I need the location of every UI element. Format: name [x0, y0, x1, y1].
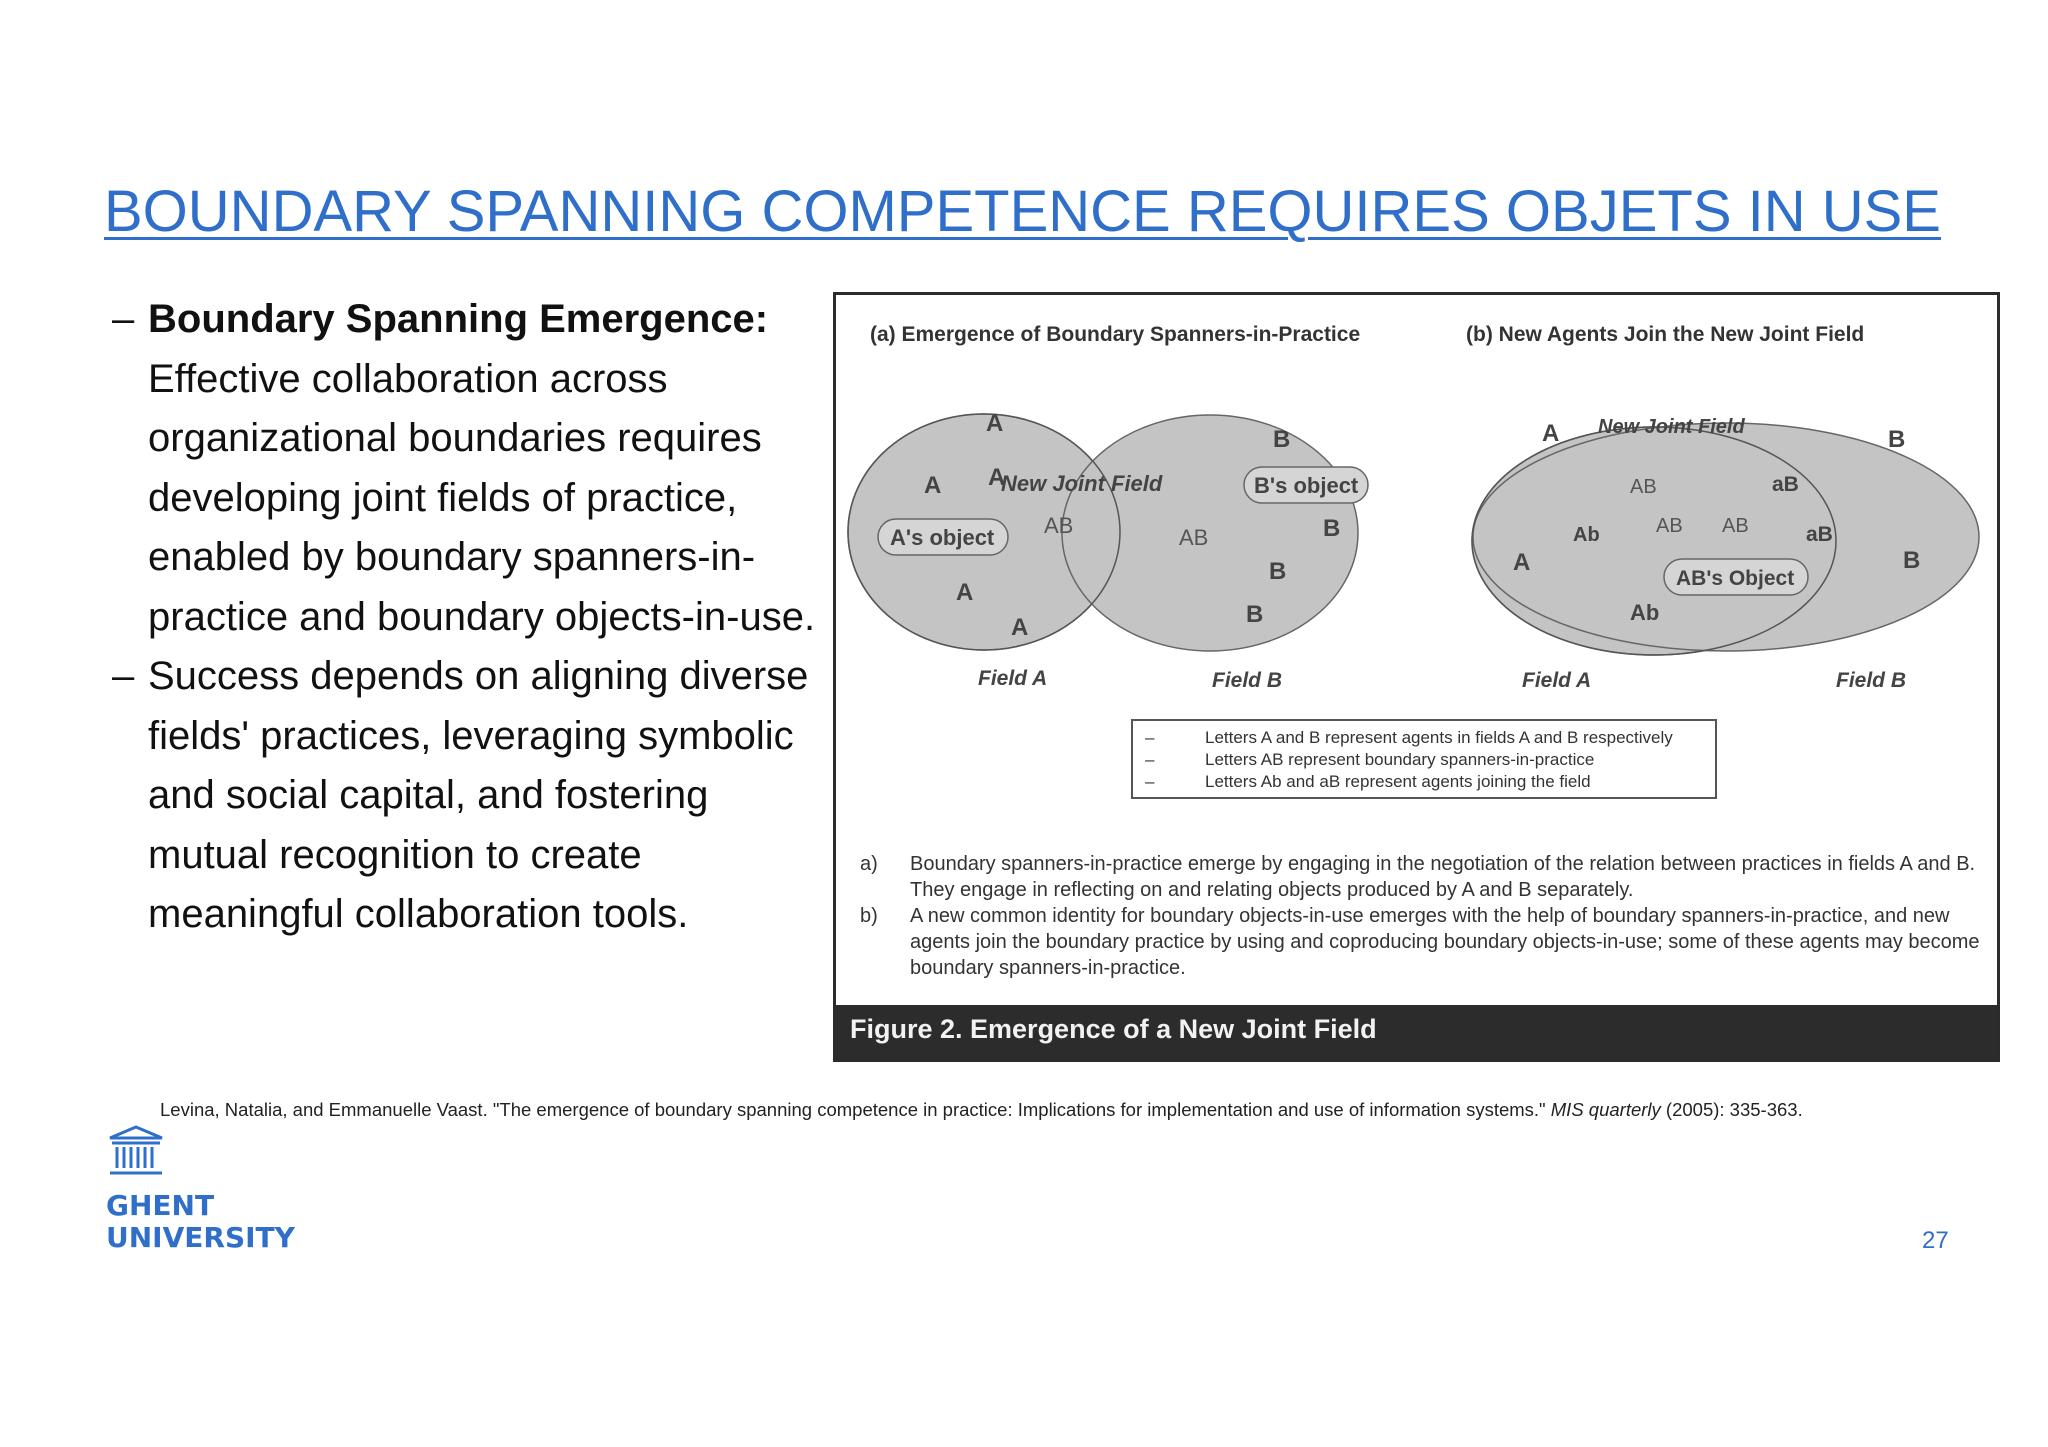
agent-ab: AB: [1179, 525, 1209, 550]
agent-ab-new: aB: [1806, 523, 1833, 546]
logo-line: UNIVERSITY: [106, 1221, 295, 1254]
legend-item: [1145, 727, 1715, 749]
legend-text: Letters AB represent boundary spanners-in-practice: [1205, 750, 1595, 769]
agent-a: A: [1513, 549, 1531, 576]
legend-dash: –: [1145, 728, 1155, 747]
agent-ab: AB: [1630, 476, 1657, 498]
slide-title: BOUNDARY SPANNING COMPETENCE REQUIRES OBJETS IN USE: [104, 179, 1941, 244]
legend-item: [1145, 771, 1715, 793]
agent-b: B: [1888, 426, 1906, 453]
agent-b: B: [1273, 426, 1291, 453]
bullet-text: Effective collaboration across organizational boundaries requires developing joint fields of practice, enabled by boundary spanners-in-practice and boundary objects-in-use.: [148, 356, 816, 639]
agent-ab-new: aB: [1772, 473, 1799, 496]
note-key: b): [860, 905, 878, 927]
field-b-label: Field B: [1212, 669, 1283, 692]
legend-dash: –: [1145, 750, 1155, 769]
figure-caption-bar: [836, 1005, 1997, 1059]
citation-text: Levina, Natalia, and Emmanuelle Vaast. "The emergence of boundary spanning competence in practice: Implications for implementation and use of information systems.": [160, 1099, 1551, 1120]
citation: [160, 1099, 1803, 1121]
agent-b: B: [1246, 601, 1264, 628]
bullet-dash: –: [112, 654, 135, 698]
agent-b: B: [1903, 547, 1921, 574]
bullet-text: Success depends on aligning diverse fields' practices, leveraging symbolic and social capital, and fostering mutual recognition to create meaningful collaboration tools.: [148, 654, 809, 936]
agent-a: A: [1542, 420, 1560, 447]
agent-a: A: [1011, 614, 1029, 641]
legend-dash: –: [1145, 772, 1155, 791]
panel-b-title: (b) New Agents Join the New Joint Field: [1466, 323, 1865, 346]
legend-item: [1145, 749, 1715, 771]
note-text: Boundary spanners-in-practice emerge by engaging in the negotiation of the relation between practices in fields A and B. They engage in reflecting on and relating objects produced by A and B separately.: [910, 853, 1976, 901]
university-logo: [106, 1190, 295, 1254]
university-building-icon: [106, 1124, 166, 1184]
note-item: [860, 851, 1980, 903]
logo-line: GHENT: [106, 1189, 215, 1222]
field-a-label: Field A: [978, 667, 1048, 690]
field-a-label-b: Field A: [1522, 669, 1592, 692]
agent-ab-new: Ab: [1573, 524, 1600, 546]
bullet-bold-label: Boundary Spanning Emergence:: [148, 297, 769, 341]
field-b-ellipse-b: [1473, 423, 1979, 651]
agent-b: B: [1323, 515, 1341, 542]
panel-a-title: (a) Emergence of Boundary Spanners-in-Practice: [870, 323, 1361, 346]
agent-b: B: [1269, 558, 1287, 585]
figure-notes: [860, 851, 1980, 981]
agent-ab: AB: [1722, 515, 1749, 537]
ab-object-label: AB's Object: [1676, 567, 1795, 590]
citation-journal: MIS quarterly: [1550, 1099, 1661, 1120]
figure-caption: Figure 2. Emergence of a New Joint Field: [850, 1014, 1377, 1044]
new-joint-field-label: New Joint Field: [1001, 471, 1163, 496]
note-item: [860, 903, 1980, 981]
a-object-label: A's object: [890, 525, 995, 550]
new-joint-field-label-b: New Joint Field: [1598, 416, 1745, 438]
agent-a: A: [956, 579, 974, 606]
bullet-item-emergence: [110, 290, 830, 647]
agent-a: A: [924, 472, 942, 499]
field-b-ellipse: [1062, 415, 1358, 651]
agent-ab: AB: [1044, 513, 1074, 538]
bullet-dash: –: [112, 297, 135, 341]
agent-ab: AB: [1656, 515, 1683, 537]
bullet-item-success: [110, 647, 830, 945]
agent-a: A: [986, 410, 1004, 437]
figure-legend: [1131, 719, 1717, 799]
note-text: A new common identity for boundary objects-in-use emerges with the help of boundary spanners-in-practice, and new agents join the boundary practice by using and coproducing boundary objects-in-use; some of these agents may become boundary spanners-in-practice.: [910, 905, 1980, 979]
page-number: 27: [1922, 1227, 1949, 1254]
legend-text: Letters Ab and aB represent agents joining the field: [1205, 772, 1591, 791]
b-object-label: B's object: [1254, 473, 1359, 498]
legend-text: Letters A and B represent agents in fields A and B respectively: [1205, 728, 1673, 747]
note-key: a): [860, 853, 878, 875]
figure-joint-field: [833, 292, 2000, 1062]
citation-pages: (2005): 335-363.: [1660, 1099, 1803, 1120]
agent-a: A: [988, 464, 1006, 491]
bullet-list: [110, 290, 830, 945]
agent-ab-new: Ab: [1630, 600, 1660, 625]
field-b-label-b: Field B: [1836, 669, 1907, 692]
